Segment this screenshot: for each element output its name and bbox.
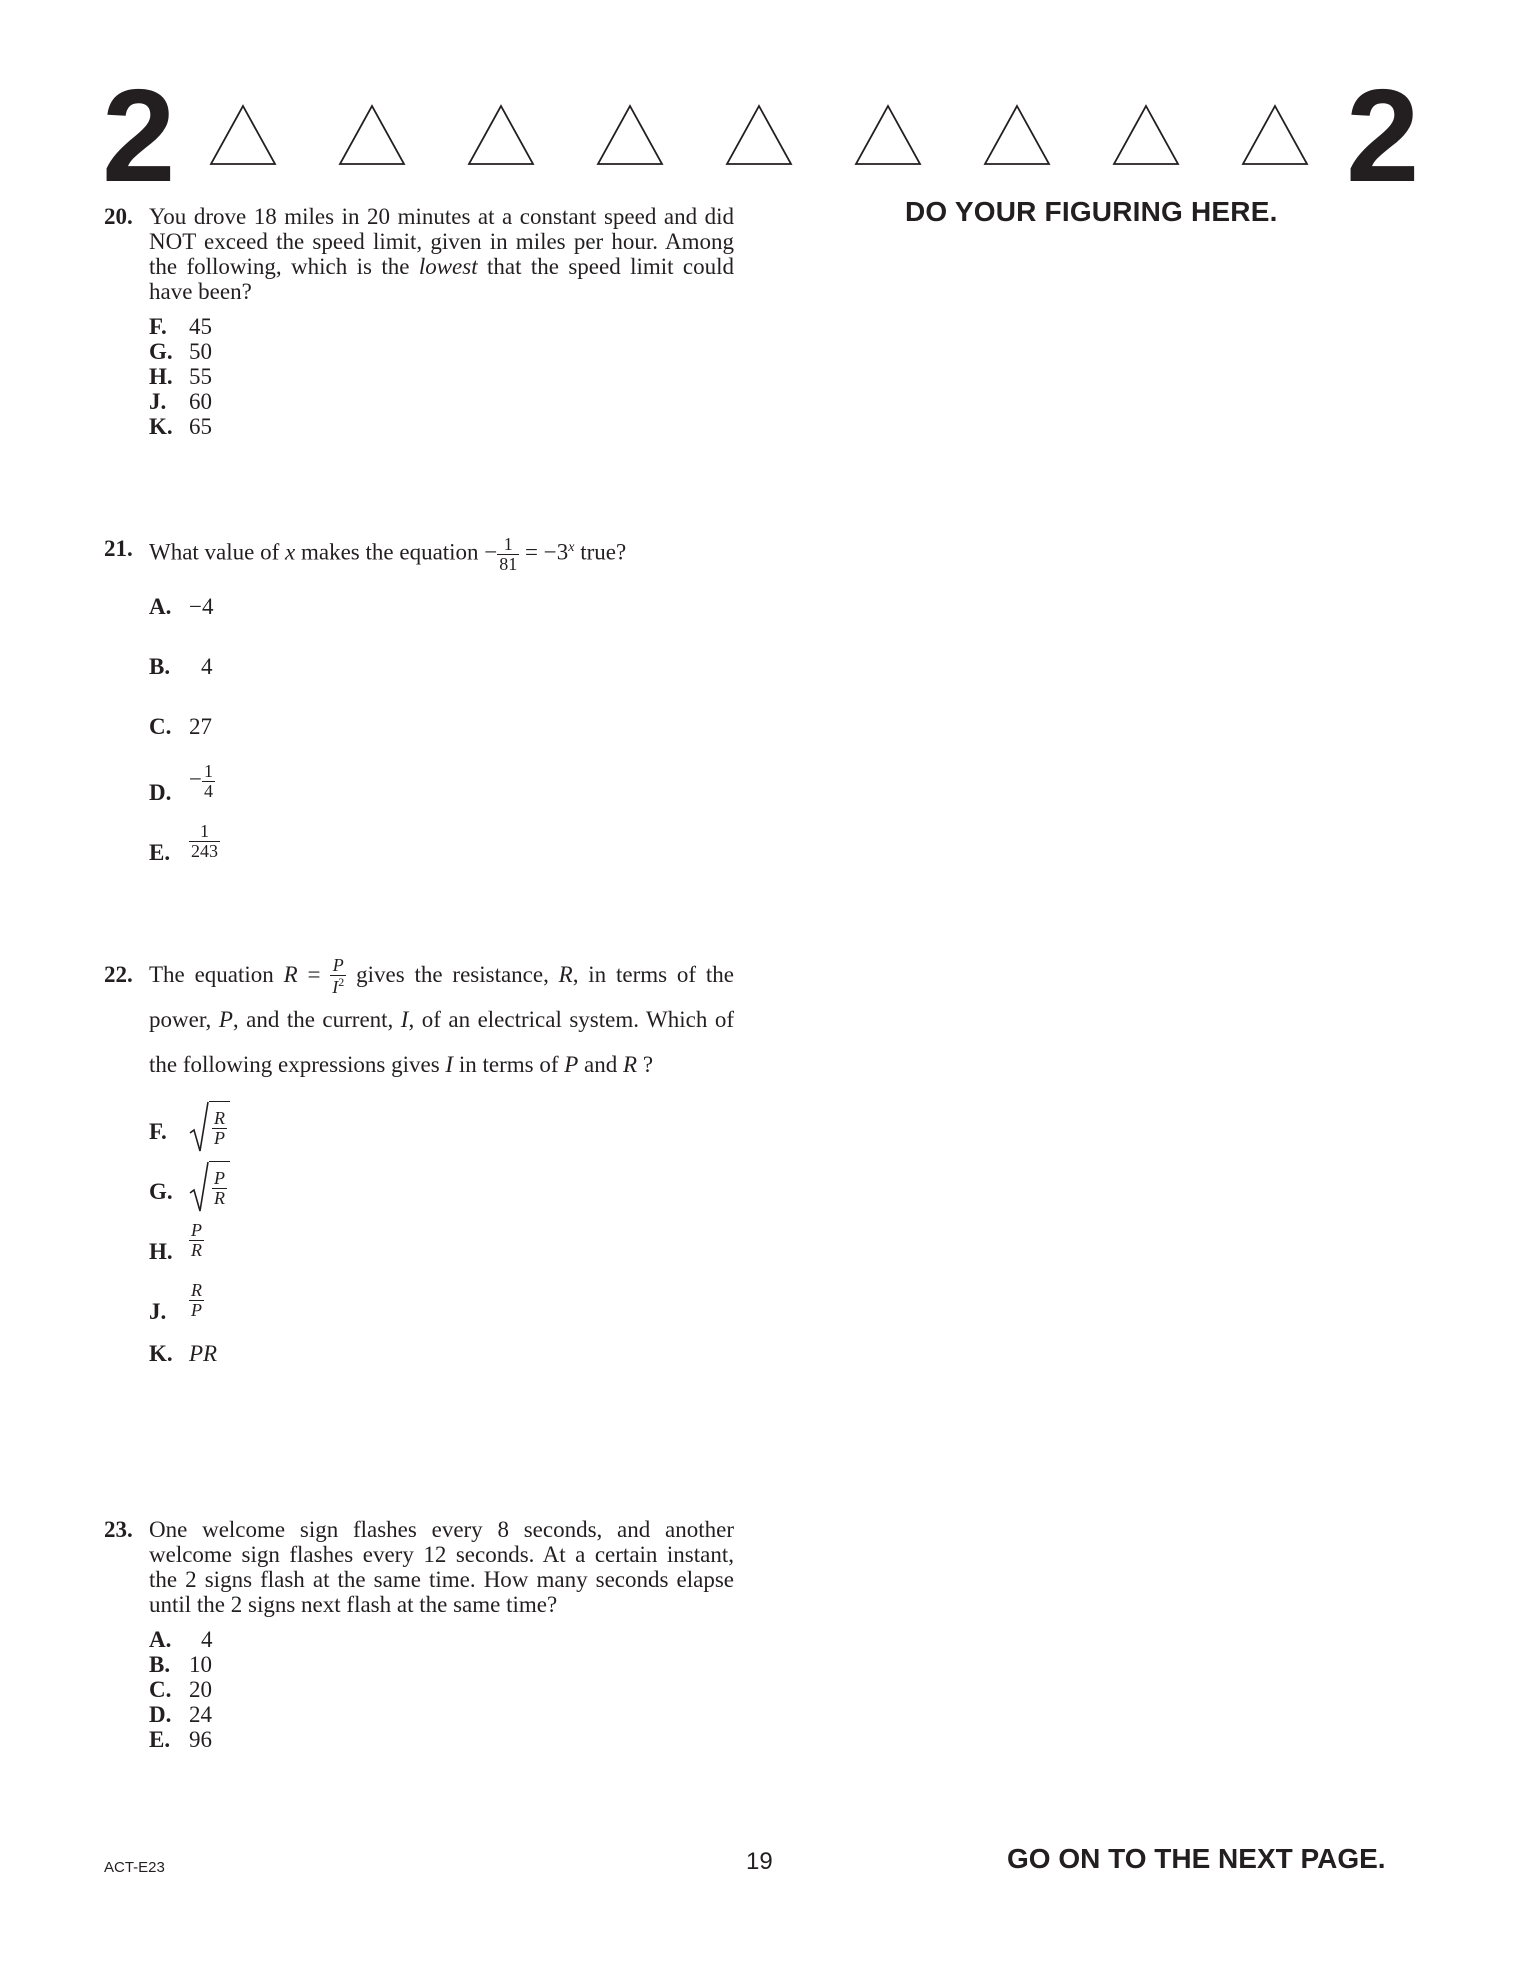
answer-choices — [149, 594, 734, 882]
question-20 — [104, 204, 734, 439]
fraction: $\frac{P}{I^2}$ — [332, 955, 345, 998]
choice-value: 45 — [189, 314, 212, 339]
choice-label: E. — [149, 839, 171, 865]
emphasis-text: lowest — [418, 254, 478, 279]
choice-label: D. — [149, 1702, 172, 1727]
question-text: One welcome sign flashes every 8 seconds, and another welcome sign flashes every 12 seconds. At a certain instant, the 2 signs flash at the same time. How many seconds elapse until the 2 signs next flash at the same time? — [149, 1517, 734, 1617]
choice-label: F. — [149, 1119, 167, 1145]
answer-choice[interactable] — [149, 1281, 734, 1341]
choice-value — [189, 1281, 204, 1320]
answer-choice[interactable] — [149, 1341, 734, 1371]
answer-choice[interactable] — [149, 762, 734, 822]
choice-value — [189, 1161, 230, 1218]
answer-choice[interactable] — [149, 339, 734, 364]
triangle-outline-icon — [1241, 104, 1309, 166]
question-text: The equation R = $\frac{P}{I^2}$ gives the resistance, R, in terms of the power, P, and the current, I, of an electrical system. Which of the following expressions gives I in terms of P and R ? — [149, 955, 735, 1078]
answer-choice[interactable] — [149, 654, 734, 714]
choice-label: B. — [149, 653, 171, 679]
answer-choice[interactable] — [149, 1727, 734, 1752]
answer-choice[interactable] — [149, 1702, 734, 1727]
choice-label: C. — [149, 713, 172, 739]
fraction: $\frac{R}{P}$ — [214, 1108, 225, 1149]
answer-choice[interactable] — [149, 389, 734, 414]
figuring-note: DO YOUR FIGURING HERE. — [905, 196, 1278, 227]
choice-value: 65 — [189, 414, 212, 439]
form-code: ACT-E23 — [104, 1859, 165, 1876]
answer-choice[interactable] — [149, 1101, 734, 1161]
triangle-outline-icon — [1112, 104, 1180, 166]
choice-value: 55 — [189, 364, 212, 389]
choice-value: −4 — [189, 593, 214, 619]
question-text: What value of x makes the equation − $\frac{1}{81}$ = $-3^x$ true? — [149, 533, 627, 574]
choice-value: 20 — [189, 1677, 212, 1702]
question-21 — [104, 530, 734, 882]
question-number: 22. — [104, 962, 133, 987]
question-text: You drove 18 miles in 20 minutes at a constant speed and did NOT exceed the speed limit, given in miles per hour. Among the following, which is the lowest that the speed limit could have been? — [149, 204, 734, 304]
next-page-note: GO ON TO THE NEXT PAGE. — [1007, 1843, 1386, 1874]
question-number: 20. — [104, 204, 133, 229]
choice-value: 4 — [201, 1627, 213, 1652]
answer-choice[interactable] — [149, 594, 734, 654]
choice-label: H. — [149, 364, 173, 389]
choice-label: E. — [149, 1727, 171, 1752]
fraction: $\frac{R}{P}$ — [191, 1280, 202, 1320]
answer-choice[interactable] — [149, 1161, 734, 1221]
triangle-outline-icon — [467, 104, 535, 166]
question-number: 23. — [104, 1517, 133, 1542]
choice-label: F. — [149, 314, 167, 339]
choice-label: D. — [149, 779, 172, 805]
fraction: $\frac{P}{R}$ — [214, 1168, 225, 1209]
question-22 — [104, 952, 734, 1371]
choice-label: B. — [149, 1652, 171, 1677]
fraction: $\frac{1}{81}$ — [499, 533, 518, 574]
choice-label: A. — [149, 593, 172, 619]
triangle-outline-icon — [854, 104, 922, 166]
answer-choice[interactable] — [149, 364, 734, 389]
triangle-outline-icon — [983, 104, 1051, 166]
page-number: 19 — [746, 1848, 773, 1875]
triangle-outline-icon — [209, 104, 277, 166]
choice-value: 96 — [189, 1727, 212, 1752]
answer-choices — [149, 1627, 734, 1752]
answer-choice[interactable] — [149, 1652, 734, 1677]
answer-choice[interactable] — [149, 822, 734, 882]
answer-choice[interactable] — [149, 314, 734, 339]
choice-value: 60 — [189, 389, 212, 414]
choice-value: 24 — [189, 1702, 212, 1727]
question-23 — [104, 1517, 734, 1752]
choice-value: 50 — [189, 339, 212, 364]
square-root — [189, 1161, 230, 1213]
triangle-outline-icon — [338, 104, 406, 166]
choice-label: A. — [149, 1627, 172, 1652]
choice-value: 10 — [189, 1652, 212, 1677]
choice-label: J. — [149, 1299, 167, 1325]
choice-value — [189, 1101, 230, 1158]
choice-label: G. — [149, 339, 173, 364]
choice-label: C. — [149, 1677, 172, 1702]
radical-sign-icon — [189, 1161, 209, 1213]
choice-label: K. — [149, 414, 173, 439]
choice-label: K. — [149, 1341, 173, 1367]
choice-label: H. — [149, 1239, 173, 1265]
choice-value: 4 — [201, 653, 213, 679]
choice-value: − $\frac{1}{4}$ — [189, 760, 213, 801]
question-number: 21. — [104, 536, 133, 561]
fraction: $\frac{P}{R}$ — [191, 1220, 202, 1260]
fraction: $\frac{1}{4}$ — [203, 760, 213, 801]
choice-value: 27 — [189, 713, 212, 739]
answer-choice[interactable] — [149, 1221, 734, 1281]
section-number-left: 2 — [102, 62, 176, 209]
radical-sign-icon — [189, 1101, 209, 1153]
answer-choice[interactable] — [149, 1627, 734, 1652]
answer-choice[interactable] — [149, 1677, 734, 1702]
choice-value — [189, 822, 220, 861]
answer-choice[interactable] — [149, 714, 734, 762]
choice-label: G. — [149, 1179, 173, 1205]
choice-value — [189, 1221, 204, 1260]
section-number-right: 2 — [1346, 62, 1420, 209]
triangle-outline-icon — [596, 104, 664, 166]
answer-choices — [149, 1101, 734, 1371]
square-root — [189, 1101, 230, 1153]
choice-label: J. — [149, 389, 167, 414]
choice-value: PR — [189, 1341, 218, 1367]
answer-choice[interactable] — [149, 414, 734, 439]
answer-choices — [149, 314, 734, 439]
fraction: $\frac{1}{243}$ — [191, 820, 218, 861]
triangle-outline-icon — [725, 104, 793, 166]
